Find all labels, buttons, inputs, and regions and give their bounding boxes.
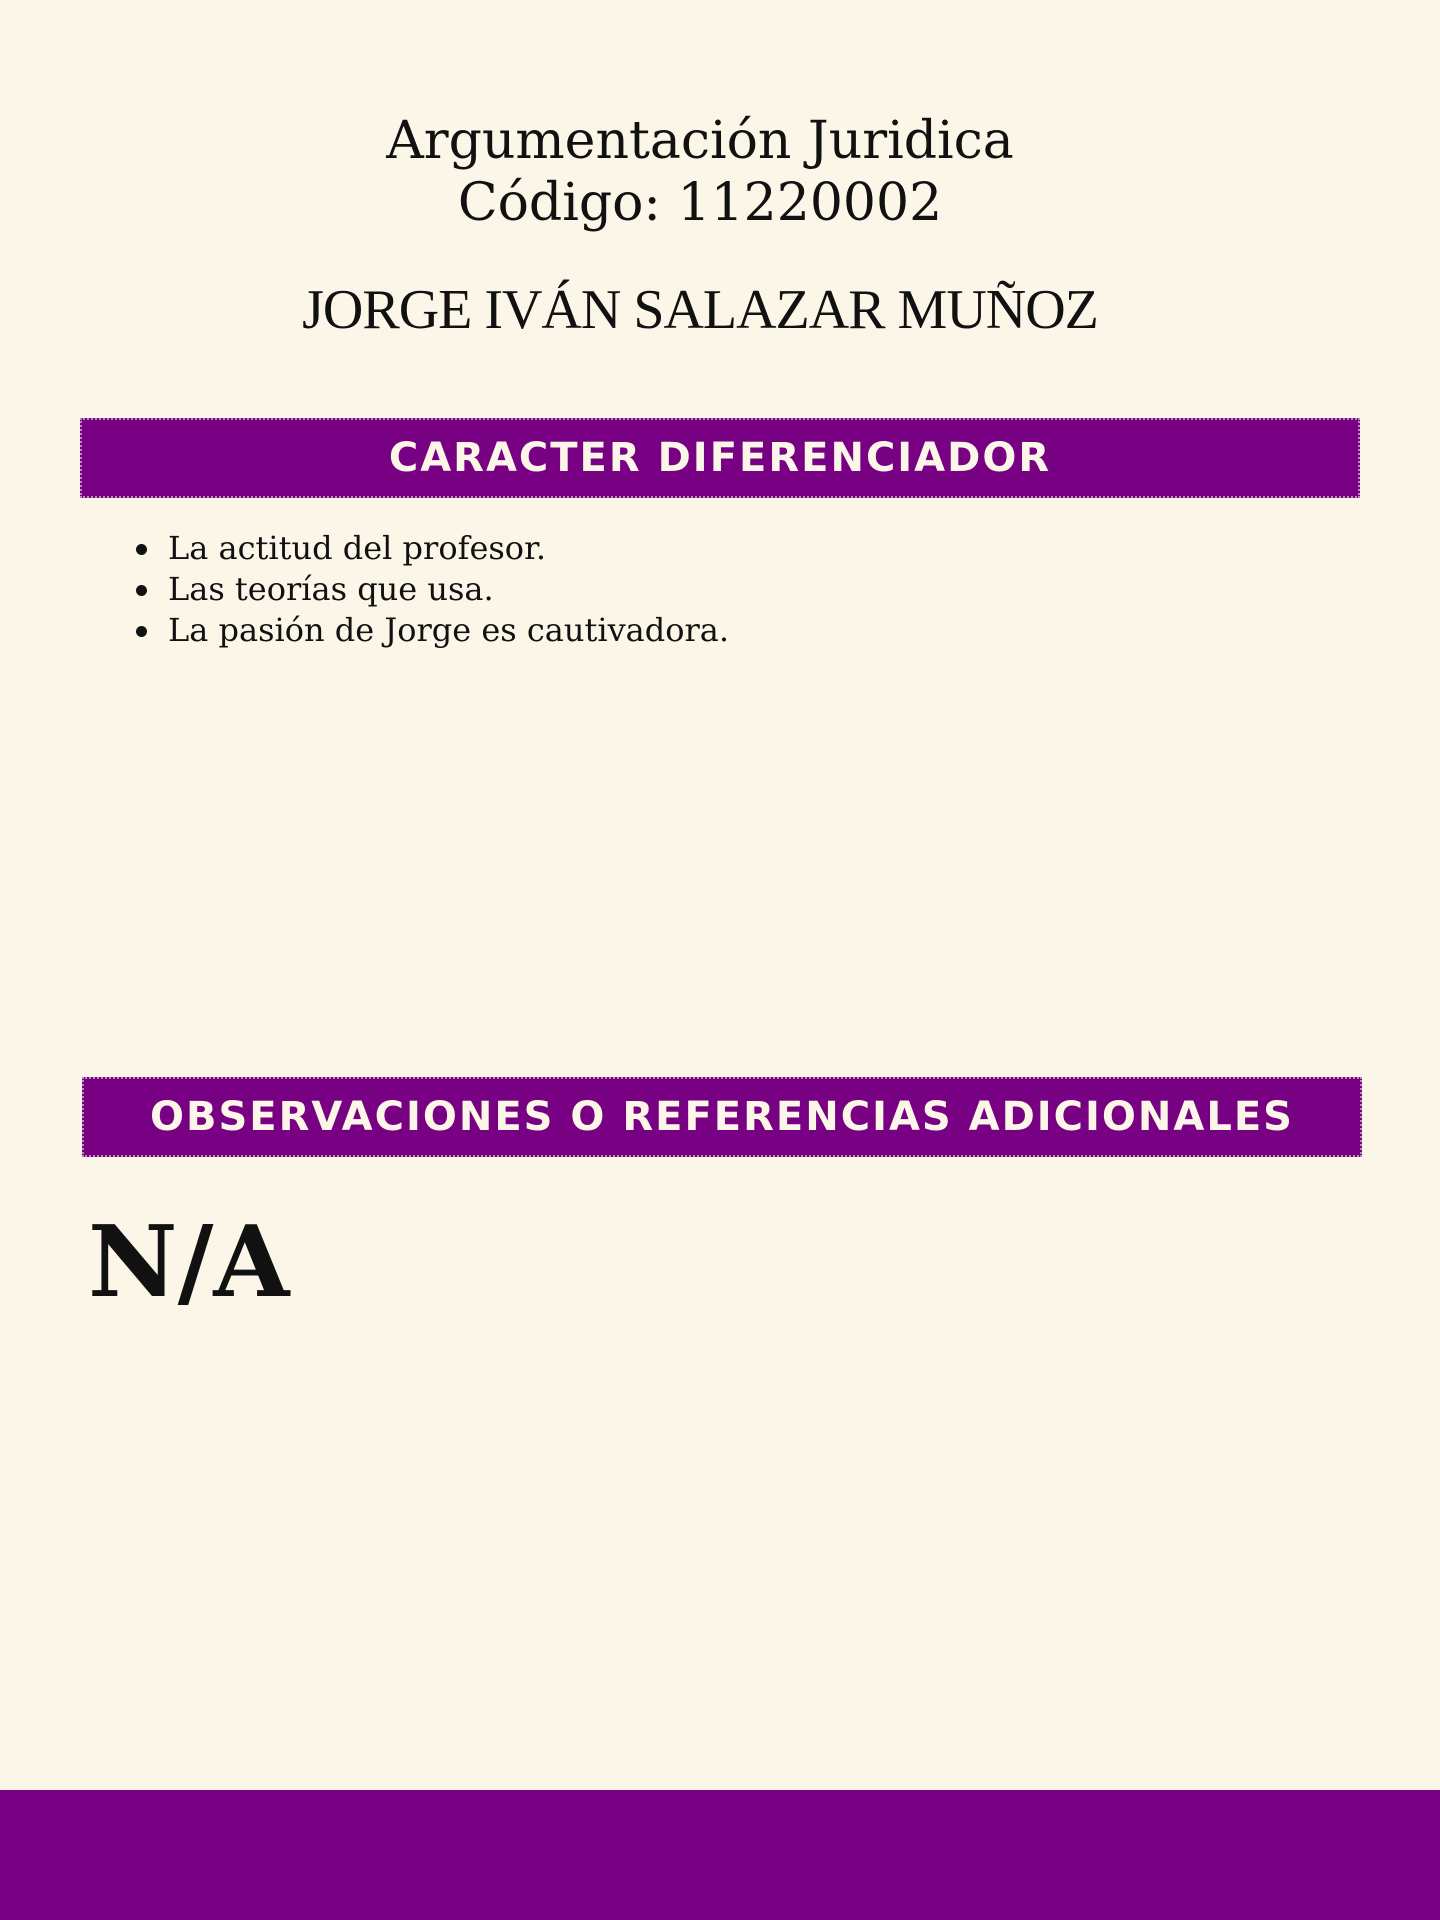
bullet-icon: [136, 585, 147, 596]
list-item-text: Las teorías que usa.: [168, 570, 494, 608]
list-item: [136, 569, 729, 610]
list-item-text: La pasión de Jorge es cautivadora.: [168, 611, 730, 649]
footer-bar: [0, 1790, 1440, 1920]
section-header-differentiator: CARACTER DIFERENCIADOR: [80, 418, 1360, 498]
bullet-icon: [136, 544, 147, 555]
professor-name: JORGE IVÁN SALAZAR MUÑOZ: [302, 279, 1098, 341]
course-code: Código: 11220002: [457, 173, 943, 233]
list-item: [136, 528, 729, 569]
bullet-icon: [136, 626, 147, 637]
list-item: [136, 610, 729, 651]
document-header: [0, 110, 1400, 234]
section-header-observations: OBSERVACIONES O REFERENCIAS ADICIONALES: [82, 1077, 1362, 1157]
differentiator-list: [136, 528, 729, 651]
list-item-text: La actitud del profesor.: [168, 529, 547, 567]
course-title: Argumentación Juridica: [386, 111, 1014, 171]
observations-value: N/A: [88, 1205, 290, 1320]
